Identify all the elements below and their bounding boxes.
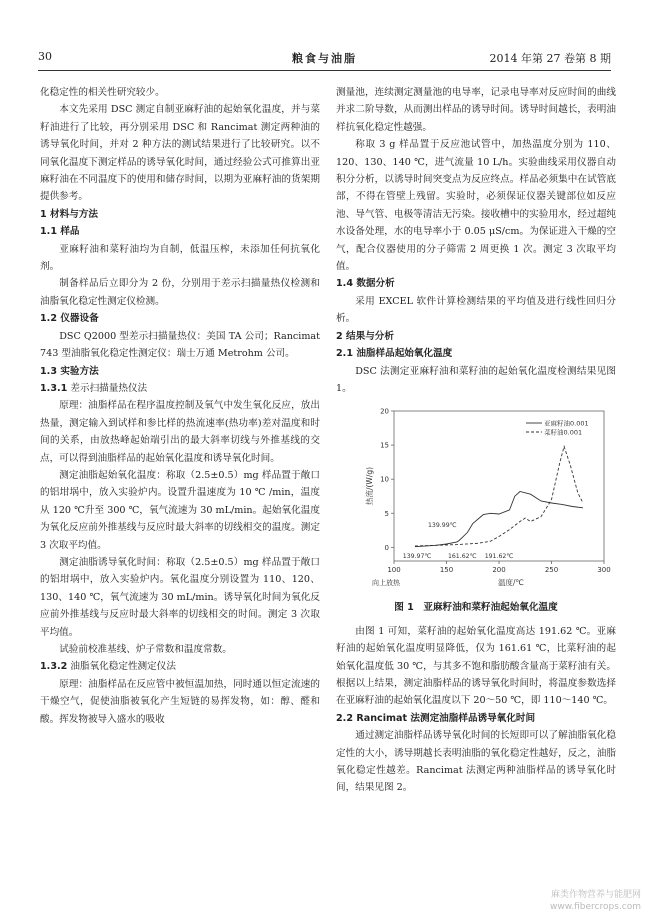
paragraph: 由图 1 可知，菜籽油的起始氧化温度高达 191.62 ℃。亚麻籽油的起始氧化温度明显降低，仅为 161.61 ℃，比菜籽油的起始氧化温度低 30 ℃，与其多不饱和脂肪酸含量高于菜籽油有关。根据以上结果，测定油脂样品的诱导氧化时间时，将温度参数选择在亚麻籽油的起始氧化温度以下 20～50 ℃，即 110～140 ℃。	[336, 625, 616, 707]
y-tick-label: 20	[380, 407, 389, 416]
subsection-heading: 2.2 Rancimat 法测定油脂样品诱导氧化时间	[336, 712, 536, 724]
subsubsection-heading	[40, 658, 320, 675]
subsection-heading: 1.4 数据分析	[336, 278, 395, 290]
watermark-url: www.fibercrops.com	[550, 902, 641, 912]
heading-text: 油脂氧化稳定性测定仪法	[67, 661, 176, 673]
paragraph: 测量池，连续测定测量池的电导率，记录电导率对反应时间的曲线并求二阶导数，从而测出样品的诱导时间。诱导时间越长，表明油样抗氧化稳定性越强。	[336, 87, 616, 133]
paragraph: 通过测定油脂样品诱导氧化时间的长短即可以了解油脂氧化稳定性的大小，诱导期越长表明油脂的氧化稳定性越好，反之，油脂氧化稳定性越差。Rancimat 法测定两种油脂样品的诱导氧化时间，结果见图 2。	[336, 730, 616, 794]
subsection-heading: 1.3 实验方法	[40, 365, 99, 377]
y-tick-label: 5	[384, 510, 389, 519]
paragraph: 采用 EXCEL 软件计算检测结果的平均值及进行线性回归分析。	[336, 295, 616, 325]
series-line-1	[415, 492, 583, 547]
y-tick-label: 15	[380, 441, 389, 450]
paragraph: 测定油脂起始氧化温度：称取（2.5±0.5）mg 样品置于敞口的铝坩埚中，放入实验炉内。设置升温速度为 10 ℃ /min，温度从 120 ℃升至 300 ℃，氧气流速为 30 mL/min。起始氧化温度为氧化反应前外推基线与反应时最大斜率的切线相交的温度。测定 3 次取平均值。	[40, 469, 320, 551]
figure-caption: 图 1 亚麻籽油和菜籽油起始氧化温度	[394, 602, 558, 614]
annotation-label: 191.62℃	[484, 553, 514, 561]
exotherm-note: 向上放热	[372, 579, 400, 588]
paragraph: 本文先采用 DSC 测定自制亚麻籽油的起始氧化温度，并与菜籽油进行了比较，再分别采用 DSC 和 Rancimat 测定两种油的诱导氧化时间，并对 2 种方法的测试结果进行了比较研究。以不同氧化温度下测定样品的诱导氧化时间，通过经验公式可推算出亚麻籽油在不同温度下的使用和储存时间，以期为亚麻籽油的货架期提供参考。	[40, 104, 320, 203]
x-tick-label: 100	[387, 566, 401, 575]
annotation-label: 139.99℃	[427, 522, 457, 530]
paragraph: DSC 法测定亚麻籽油和菜籽油的起始氧化温度检测结果见图 1。	[336, 365, 616, 394]
paragraph: 亚麻籽油和菜籽油均为自制，低温压榨，未添加任何抗氧化剂。	[40, 243, 320, 273]
header-rule	[38, 70, 611, 71]
y-tick-label: 0	[384, 544, 389, 553]
subsection-heading: 1.2 仪器设备	[40, 313, 99, 325]
subsection-heading: 2.1 油脂样品起始氧化温度	[336, 348, 453, 360]
watermark	[550, 889, 641, 913]
heading-text: 差示扫描量热仪法	[67, 382, 148, 394]
paragraph: DSC Q2000 型差示扫描量热仪：美国 TA 公司；Rancimat 743 型油脂氧化稳定性测定仪：瑞士万通 Metrohm 公司。	[40, 330, 320, 360]
page-header	[38, 50, 611, 68]
annotation-label: 139.97℃	[402, 553, 432, 561]
paragraph: 测定油脂诱导氧化时间：称取（2.5±0.5）mg 样品置于敞口的铝坩埚中，放入实验炉内。氧化温度分别设置为 110、120、130、140 ℃，氧气流速为 30 mL/min。诱导氧化时间为氧化反应前外推基线与反应时最大斜率的切线相交的时间。测定 3 次取平均值。	[40, 556, 320, 638]
figure-1	[336, 401, 616, 597]
x-tick-label: 150	[439, 566, 454, 575]
section-heading: 2 结果与分析	[336, 330, 394, 342]
paragraph: 试验前校准基线、炉子常数和温度常数。	[59, 644, 232, 655]
y-axis-label: 热流/(W/g)	[365, 467, 374, 506]
legend-label: 亚麻籽油0.001	[544, 419, 589, 428]
subsubsection-heading	[40, 380, 320, 397]
paragraph: 称取 3 g 样品置于反应池试管中，加热温度分别为 110、120、130、140 ℃，进气流量 10 L/h。实验曲线采用仪器自动积分分析，以诱导时间突变点为反应终点。样品必须集中在试管底部，不得在管壁上残留。实验时，必须保证仪器关键部位如反应池、导气管、电极等清洁无污染。接收槽中的实验用水，经过超纯水设备处理，水的电导率小于 0.05 μS/cm。为保证进入干燥的空气，配合仪器使用的分子筛需 2 周更换 1 次。测定 3 次取平均值。	[336, 139, 616, 273]
issue-info: 2014 年第 27 卷第 8 期	[489, 52, 611, 65]
subsection-heading: 1.1 样品	[40, 226, 80, 238]
watermark-line: 麻类作物营养与能肥网	[550, 890, 641, 900]
heading-number: 1.3.2	[40, 661, 68, 673]
x-tick-label: 200	[492, 566, 506, 575]
section-heading: 1 材料与方法	[40, 208, 98, 220]
right-column	[336, 84, 616, 797]
x-tick-label: 250	[544, 566, 559, 575]
paragraph: 化稳定性的相关性研究较少。	[40, 87, 165, 98]
paragraph: 原理：油脂样品在反应管中被恒温加热，同时通以恒定流速的干燥空气，促使油脂被氧化产生短链的易挥发物，如：醇、醛和酸。挥发物被导入盛水的吸收	[40, 678, 320, 725]
dsc-chart	[336, 401, 616, 597]
series-line-2	[415, 447, 583, 547]
x-tick-label: 300	[597, 566, 611, 575]
legend-label: 菜籽油0.001	[544, 428, 583, 437]
journal-title: 粮食与油脂	[292, 52, 357, 65]
x-axis-label: 温度/℃	[498, 578, 524, 588]
page-number: 30	[38, 50, 52, 63]
heading-number: 1.3.1	[40, 382, 68, 394]
paragraph: 制备样品后立即分为 2 份，分别用于差示扫描量热仪检测和油脂氧化稳定性测定仪检测。	[40, 278, 320, 307]
y-tick-label: 10	[380, 475, 389, 484]
left-column	[40, 84, 320, 728]
annotation-label: 161.62℃	[447, 553, 477, 561]
paragraph: 原理：油脂样品在程序温度控制及氧气中发生氧化反应，放出热量，测定输入到试样和参比样的热流速率(热功率)差对温度和时间的关系，由放热峰起始端引出的最大斜率切线与外推基线的交点，可以得到油脂样品的起始氧化温度和诱导氧化时间。	[40, 400, 320, 464]
